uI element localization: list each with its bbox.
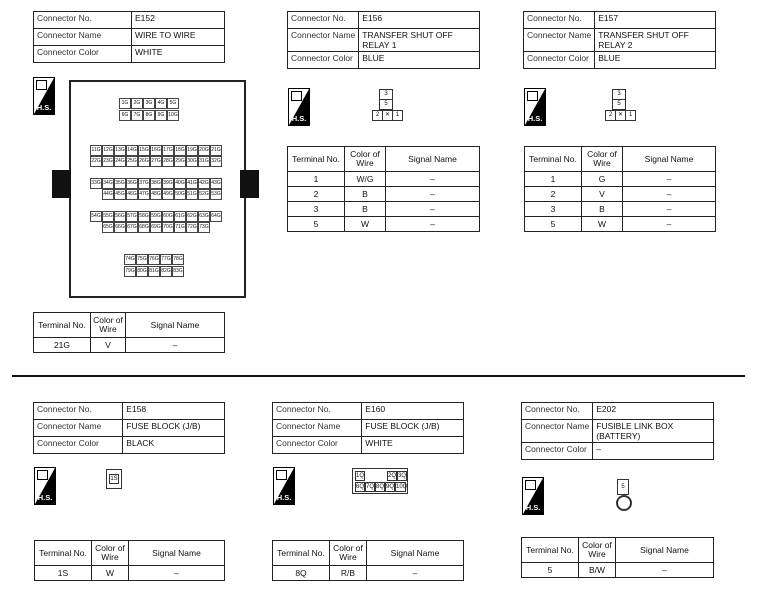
pin: 65G	[102, 222, 114, 233]
pin: 68G	[138, 222, 150, 233]
hs-label: H.S.	[276, 493, 292, 502]
e152-pin-row-7	[90, 211, 222, 222]
pin: 49G	[162, 189, 174, 200]
pin: 40G	[174, 178, 186, 189]
e202-info-table	[521, 402, 714, 460]
pin: 61G	[174, 211, 186, 222]
wire-color: W	[345, 217, 386, 232]
info-value: WHITE	[132, 46, 225, 63]
terminal-no: 1	[525, 172, 582, 187]
pin: 44G	[102, 189, 114, 200]
wire-color: W	[582, 217, 623, 232]
table-row	[525, 187, 716, 202]
pin: 39G	[162, 178, 174, 189]
e152-right-latch	[240, 170, 259, 198]
pin: 54G	[90, 211, 102, 222]
signal-name: –	[616, 563, 714, 578]
pin: 1Q	[356, 473, 365, 479]
pin: 51G	[186, 189, 198, 200]
pin: 66G	[114, 222, 126, 233]
pin: 56G	[114, 211, 126, 222]
terminal-no: 3	[288, 202, 345, 217]
pin: 12G	[102, 145, 114, 156]
info-value: E157	[595, 12, 716, 29]
wire-color: B	[582, 202, 623, 217]
wire-color: G	[582, 172, 623, 187]
color-header: Color of Wire	[330, 541, 367, 566]
wire-color: W/G	[345, 172, 386, 187]
pin: 11G	[90, 145, 102, 156]
pin: 6Q	[356, 484, 365, 490]
pin: 7Q	[366, 484, 375, 490]
connector-pictogram	[276, 470, 287, 480]
pin: 27G	[150, 156, 162, 167]
info-value: E158	[123, 403, 225, 420]
signal-name: –	[386, 187, 480, 202]
info-key: Connector Name	[34, 29, 132, 46]
pin: 17G	[162, 145, 174, 156]
pin-blank: ✕	[382, 110, 393, 121]
signal-name: –	[386, 172, 480, 187]
info-key: Connector Color	[524, 52, 595, 69]
terminal-no: 2	[525, 187, 582, 202]
wire-color: B	[345, 187, 386, 202]
e152-pin-row-10	[124, 266, 184, 277]
hs-label: H.S.	[37, 493, 53, 502]
pin: 62G	[186, 211, 198, 222]
pin: 79G	[124, 266, 136, 277]
connector-pictogram	[291, 91, 302, 101]
color-header: Color of Wire	[582, 147, 623, 172]
info-value: FUSIBLE LINK BOX (BATTERY)	[593, 420, 714, 443]
e202-connector-face	[614, 479, 632, 513]
wire-color: V	[582, 187, 623, 202]
terminal-header: Terminal No.	[273, 541, 330, 566]
pin: 4G	[155, 98, 167, 109]
pin: 8Q	[376, 484, 385, 490]
pin: 3	[612, 89, 626, 100]
pin: 35G	[114, 178, 126, 189]
signal-header: Signal Name	[126, 313, 225, 338]
pin: 80G	[136, 266, 148, 277]
terminal-no: 3	[525, 202, 582, 217]
info-value: TRANSFER SHUT OFF RELAY 2	[595, 29, 716, 52]
pin: 70G	[162, 222, 174, 233]
e157-info-table	[523, 11, 716, 69]
e156-info-table	[287, 11, 480, 69]
info-key: Connector Name	[34, 420, 123, 437]
pin: 5	[379, 99, 393, 110]
color-header: Color of Wire	[92, 541, 129, 566]
pin: 55G	[102, 211, 114, 222]
signal-name: –	[129, 566, 225, 581]
pin: 37G	[138, 178, 150, 189]
pin: 10Q	[396, 484, 408, 490]
pin: 76G	[148, 254, 160, 265]
info-value: BLACK	[123, 437, 225, 454]
terminal-header: Terminal No.	[35, 541, 92, 566]
e156-terminal-table	[287, 146, 480, 232]
info-key: Connector No.	[288, 12, 359, 29]
info-key: Connector Color	[288, 52, 359, 69]
e152-pin-row-8	[102, 222, 210, 233]
terminal-header: Terminal No.	[522, 538, 579, 563]
pin: 29G	[174, 156, 186, 167]
info-value: FUSE BLOCK (J/B)	[123, 420, 225, 437]
pin: 77G	[160, 254, 172, 265]
table-row	[273, 566, 464, 581]
e152-terminal-table	[33, 312, 225, 353]
info-value: BLUE	[359, 52, 480, 69]
e158-info-table	[33, 402, 225, 454]
pin: 10G	[167, 110, 179, 121]
pin: 7G	[131, 110, 143, 121]
info-value: BLUE	[595, 52, 716, 69]
info-key: Connector Name	[524, 29, 595, 52]
color-header: Color of Wire	[579, 538, 616, 563]
pin: 71G	[174, 222, 186, 233]
signal-header: Signal Name	[129, 541, 225, 566]
connector-pictogram	[525, 480, 536, 490]
pin: 25G	[126, 156, 138, 167]
pin: 43G	[210, 178, 222, 189]
e157-terminal-table	[524, 146, 716, 232]
pin: 18G	[174, 145, 186, 156]
pin: 30G	[186, 156, 198, 167]
pin: 38G	[150, 178, 162, 189]
pin: 22G	[90, 156, 102, 167]
pin: 75G	[136, 254, 148, 265]
info-value: WHITE	[362, 437, 464, 454]
pin: 33G	[90, 178, 102, 189]
e152-pin-row-9	[124, 254, 184, 265]
pin: 8G	[143, 110, 155, 121]
pin: 5	[617, 479, 629, 495]
info-value: E160	[362, 403, 464, 420]
info-key: Connector Name	[288, 29, 359, 52]
hs-label: H.S.	[527, 114, 543, 123]
e160-info-table	[272, 402, 464, 454]
signal-name: –	[386, 202, 480, 217]
e160-terminal-table	[272, 540, 464, 581]
pin: 69G	[150, 222, 162, 233]
terminal-no: 1S	[35, 566, 92, 581]
wire-color: W	[92, 566, 129, 581]
signal-name: –	[623, 172, 716, 187]
hs-label: H.S.	[291, 114, 307, 123]
pin: 14G	[126, 145, 138, 156]
hs-label: H.S.	[525, 503, 541, 512]
pin: 13G	[114, 145, 126, 156]
pin: 1	[625, 110, 636, 121]
info-key: Connector No.	[522, 403, 593, 420]
info-key: Connector Name	[522, 420, 593, 443]
harness-side-icon	[33, 77, 55, 115]
pin: 72G	[186, 222, 198, 233]
pin: 42G	[198, 178, 210, 189]
table-row	[525, 217, 716, 232]
terminal-no: 5	[522, 563, 579, 578]
signal-header: Signal Name	[623, 147, 716, 172]
pin: 2	[372, 110, 383, 121]
pin: 3Q	[398, 473, 407, 479]
pin: 67G	[126, 222, 138, 233]
signal-header: Signal Name	[386, 147, 480, 172]
color-header: Color of Wire	[345, 147, 386, 172]
pin: 5G	[167, 98, 179, 109]
pin: 9Q	[386, 484, 395, 490]
info-key: Connector No.	[273, 403, 362, 420]
hs-label: H.S.	[36, 103, 52, 112]
pin: 78G	[172, 254, 184, 265]
pin: 26G	[138, 156, 150, 167]
pin: 23G	[102, 156, 114, 167]
connector-pictogram	[527, 91, 538, 101]
e160-connector-face	[352, 468, 408, 494]
pin: 82G	[160, 266, 172, 277]
pin: 2Q	[388, 473, 397, 479]
signal-header: Signal Name	[367, 541, 464, 566]
info-key: Connector Color	[34, 46, 132, 63]
pin: 20G	[198, 145, 210, 156]
signal-name: –	[623, 187, 716, 202]
info-key: Connector No.	[34, 403, 123, 420]
pin: 57G	[126, 211, 138, 222]
e156-connector-face	[370, 86, 406, 128]
pin-blank: ✕	[615, 110, 626, 121]
pin: 19G	[186, 145, 198, 156]
pin: 28G	[162, 156, 174, 167]
pin: 6G	[119, 110, 131, 121]
pin: 52G	[198, 189, 210, 200]
info-value: E202	[593, 403, 714, 420]
info-value: TRANSFER SHUT OFF RELAY 1	[359, 29, 480, 52]
wire-color: V	[91, 338, 126, 353]
terminal-header: Terminal No.	[288, 147, 345, 172]
e158-connector-face	[106, 469, 122, 489]
pin: 58G	[138, 211, 150, 222]
info-value: WIRE TO WIRE	[132, 29, 225, 46]
signal-name: –	[386, 217, 480, 232]
terminal-header: Terminal No.	[34, 313, 91, 338]
table-row	[34, 338, 225, 353]
pin: 9G	[155, 110, 167, 121]
connector-pictogram	[36, 80, 47, 90]
pin: 45G	[114, 189, 126, 200]
pin: 59G	[150, 211, 162, 222]
pin: 5	[612, 99, 626, 110]
info-value: –	[593, 443, 714, 460]
table-row	[288, 187, 480, 202]
signal-name: –	[623, 202, 716, 217]
terminal-no: 1	[288, 172, 345, 187]
table-row	[525, 172, 716, 187]
pin: 1S	[110, 476, 118, 482]
signal-name: –	[367, 566, 464, 581]
pin: 15G	[138, 145, 150, 156]
wire-color: B/W	[579, 563, 616, 578]
info-key: Connector Name	[273, 420, 362, 437]
pin: 24G	[114, 156, 126, 167]
harness-side-icon	[522, 477, 544, 515]
terminal-no: 5	[525, 217, 582, 232]
pin: 63G	[198, 211, 210, 222]
e152-info-table	[33, 11, 225, 63]
section-divider	[12, 375, 745, 377]
info-value: FUSE BLOCK (J/B)	[362, 420, 464, 437]
info-key: Connector Color	[522, 443, 593, 460]
terminal-no: 5	[288, 217, 345, 232]
pin: 81G	[148, 266, 160, 277]
info-value: E152	[132, 12, 225, 29]
pin: 1G	[119, 98, 131, 109]
table-row	[288, 172, 480, 187]
e157-connector-face	[603, 86, 639, 128]
terminal-no: 21G	[34, 338, 91, 353]
terminal-no: 8Q	[273, 566, 330, 581]
pin: 2	[605, 110, 616, 121]
pin: 48G	[150, 189, 162, 200]
table-row	[525, 202, 716, 217]
pin: 31G	[198, 156, 210, 167]
pin: 60G	[162, 211, 174, 222]
harness-side-icon	[288, 88, 310, 126]
pin: 50G	[174, 189, 186, 200]
pin: 16G	[150, 145, 162, 156]
pin: 2G	[131, 98, 143, 109]
info-key: Connector Color	[273, 437, 362, 454]
wire-color: R/B	[330, 566, 367, 581]
pin: 73G	[198, 222, 210, 233]
pin: 47G	[138, 189, 150, 200]
e152-pin-row-6	[102, 189, 222, 200]
pin: 46G	[126, 189, 138, 200]
signal-name: –	[126, 338, 225, 353]
terminal-no: 2	[288, 187, 345, 202]
pin: 32G	[210, 156, 222, 167]
e152-pin-row-1	[119, 98, 179, 109]
e158-terminal-table	[34, 540, 225, 581]
e152-pin-row-3	[90, 145, 222, 156]
pin: 3G	[143, 98, 155, 109]
pin: 74G	[124, 254, 136, 265]
pin: 3	[379, 89, 393, 100]
info-value: E156	[359, 12, 480, 29]
pin: 34G	[102, 178, 114, 189]
color-header: Color of Wire	[91, 313, 126, 338]
table-row	[35, 566, 225, 581]
e202-terminal-table	[521, 537, 714, 578]
table-row	[288, 202, 480, 217]
info-key: Connector No.	[524, 12, 595, 29]
pin: 83G	[172, 266, 184, 277]
e152-pin-row-2	[119, 110, 179, 121]
info-key: Connector Color	[34, 437, 123, 454]
harness-side-icon	[34, 467, 56, 505]
table-row	[522, 563, 714, 578]
connector-pictogram	[37, 470, 48, 480]
pin: 36G	[126, 178, 138, 189]
wire-color: B	[345, 202, 386, 217]
signal-header: Signal Name	[616, 538, 714, 563]
pin: 1	[392, 110, 403, 121]
table-row	[288, 217, 480, 232]
info-key: Connector No.	[34, 12, 132, 29]
pin: 53G	[210, 189, 222, 200]
ring-terminal-icon	[616, 495, 632, 511]
pin: 41G	[186, 178, 198, 189]
e152-pin-row-4	[90, 156, 222, 167]
terminal-header: Terminal No.	[525, 147, 582, 172]
e152-pin-row-5	[90, 178, 222, 189]
signal-name: –	[623, 217, 716, 232]
e152-left-latch	[52, 170, 71, 198]
harness-side-icon	[273, 467, 295, 505]
pin: 64G	[210, 211, 222, 222]
harness-side-icon	[524, 88, 546, 126]
pin: 21G	[210, 145, 222, 156]
